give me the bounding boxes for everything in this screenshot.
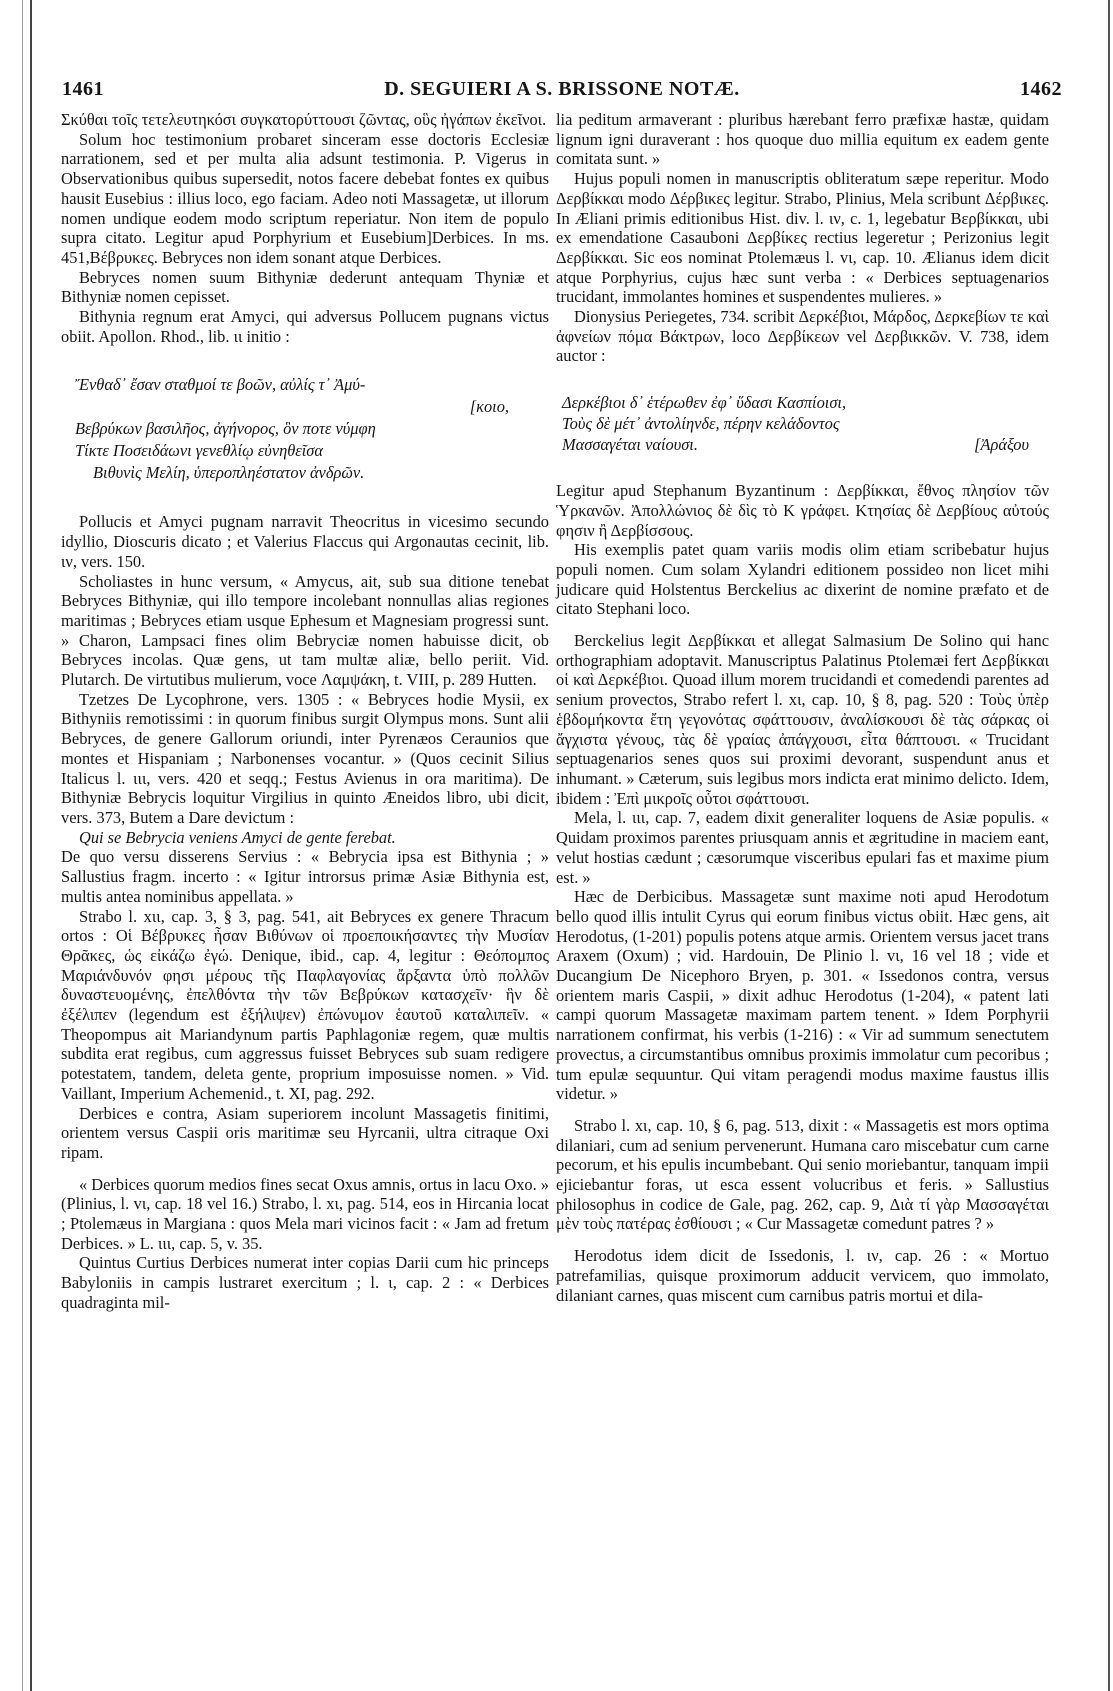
paragraph: His exemplis patet quam variis modis olim etiam scribebatur hujus populi nomen. Cum solam Xylandri editionem possideo non licet mihi judicare quid Holstentus Berckelius ac dixerint de nomine præfato et de citato Stephani loco. xyxy=(556,540,1049,619)
paragraph: « Derbices quorum medios fines secat Oxus amnis, ortus in lacu Oxo. » (Plinius, l. vι, cap. 18 vel 16.) Strabo, l. xι, pag. 514, eos in Hircania locat ; Ptolemæus in Margiana : quos Mela mari vicinos facit : « Jam ad fretum Derbices. » L. ιιι, cap. 5, v. 35. xyxy=(61,1174,549,1253)
page-number-right: 1462 xyxy=(1020,78,1062,100)
quoted-verse: Qui se Bebrycia veniens Amyci de gente ferebat. xyxy=(79,827,396,847)
paragraph: Solum hoc testimonium probaret sinceram esse doctoris Ecclesiæ narrationem, sed et per multa alia adsunt testimonia. P. Vigerus in Observationibus quibus supersedit, notos facere debebat fontes ex quibus hausit Eusebius : illius loco, ego faciam. Adeo noti Massagetæ, ut illorum nomen undique eodem modo scriptum reperiatur. Non item de populo supra citato. Legitur apud Porphyrium et Eusebium]Derbices. In ms. 451,Βέβρυκες. Bebryces non idem sonant atque Derbices. xyxy=(61,129,549,267)
verse-line: Τοὺς δὲ μέτ᾽ ἀντολίηνδε, πέρην κελάδοντος xyxy=(562,414,840,434)
verse-line: Βεβρύκων βασιλῆος, ἀγήνορος, ὃν ποτε νύμφη xyxy=(75,419,376,439)
page-edge-shadow xyxy=(22,0,23,1691)
paragraph: Berckelius legit Δερβίκκαι et allegat Salmasium De Solino qui hanc orthographiam adoptavit. Manuscriptus Palatinus Ptolemæi fert Δερβίκκαι οἱ καὶ Δερκέβιοι. Quoad illum morem trucidandi et comedendi parentes ad senium provectos, Strabo refert l. xι, cap. 10, § 8, pag. 520 : Τοὺς ὑπὲρ ἑβδομήκοντα ἔτη γεγονότας σφάττουσιν, ἀναλίσκουσι δὲ τὰς σάρκας οἱ ἄγχιστα γένους, τὰς δὲ γραίας ἀπάγχουσι, εἶτα θάπτουσι. « Trucidant septuagenarios senes quos sui proximi devorant, suspendunt anus et inhumant. » Cæterum, suis legibus mors indicta erat minimo delicto. Idem, ibidem : Ἐπὶ μικροῖς οὗτοι σφάττουσι. xyxy=(556,631,1049,808)
left-column xyxy=(61,110,549,1313)
paragraph: Σκύθαι τοῖς τετελευτηκόσι συγκατορύττουσι ζῶντας, οὓς ἠγάπων ἐκεῖνοι. xyxy=(61,110,547,129)
paragraph: Derbices e contra, Asiam superiorem incolunt Massagetis finitimi, orientem versus Caspii oris maritimæ seu Hyrcanii, ultra citraque Oxi ripam. xyxy=(61,1103,549,1162)
paragraph: Legitur apud Stephanum Byzantinum : Δερβίκκαι, ἔθνος πλησίον τῶν Ὑρκανῶν. Ἀπολλώνιος δὲ δὶς τὸ Κ γράφει. Κτησίας δὲ Δερβίους αὐτούς φησιν ἢ Δερβίσσους. xyxy=(556,481,1049,540)
verse-line: Τίκτε Ποσειδάωνι γενεθλίῳ εὐνηθεῖσα xyxy=(75,441,323,461)
verse-text: Μασσαγέται ναίουσι. xyxy=(562,435,698,455)
paragraph: Scholiastes in hunc versum, « Amycus, ait, sub sua ditione tenebat Bebryces Bithyniæ, qui illo tempore incolebant nonnullas alias regiones maritimas ; Bebryces etiam usque Ephesum et Magnesiam progressi sunt. » Charon, Lampsaci fines olim Bebryciæ nomen habuisse dicit, ob Bebryces incolas. Quæ gens, ut tam multæ aliæ, bello periit. Vid. Plutarch. De virtutibus mulierum, voce Λαμψάκη, t. VIII, p. 289 Hutten. xyxy=(61,571,549,690)
paragraph: Strabo l. xι, cap. 10, § 6, pag. 513, dixit : « Massagetis est mors optima dilaniari, cum ad senium pervenerunt. Humana caro miscebatur cum carne pecorum, et his epulis incumbebant. Qui senio moriebantur, tanquam impii ejiciebantur foras, ut esca essent volucribus et feris. » Sallustius philosophus in codice de Gale, pag. 262, cap. 9, Διὰ τί γὰρ Μασσαγέται μὲν τοὺς πατέρας ἐσθίουσι ; « Cur Massagetæ comedunt patres ? » xyxy=(556,1115,1049,1234)
paragraph: Strabo l. xιι, cap. 3, § 3, pag. 541, ait Bebryces ex genere Thracum ortos : Οἱ Βέβρυκες ἦσαν Βιθύνων οἱ προεποικήσαντες τὴν Μυσίαν Θρᾶκες, ὡς εἰκάζω ἐγώ. Denique, ibid., cap. 4, legitur : Θεόπομπος Μαριάνδυνόν φησι μέρους τῆς Παφλαγονίας ἄρξαντα ὑπὸ πολλῶν δυναστευομένης, ἐπελθόντα τὴν τῶν Βεβρύκων κατασχεῖν· ἣν δὲ ἐξέλιπεν (legendum est ἐξήλιψεν) ἐπώνυμον ἑαυτοῦ καταλιπεῖν. « Theopompus ait Mariandynum partis Paphlagoniæ regem, quæ multis subdita erat regibus, cum aggressus fuisset Bebryces sub suam redigere potestatem, tandem, deleta gente, proprium imposuisse nomen. » Vid. Vaillant, Imperium Achemenid., t. XI, pag. 292. xyxy=(61,906,549,1103)
verse-line: Ἔνθαδ᾽ ἔσαν σταθμοί τε βοῶν, αὐλίς τ᾽ Ἀμύ- xyxy=(75,375,366,395)
paragraph: De quo versu disserens Servius : « Bebrycia ipsa est Bithynia ; » Sallustius fragm. incerto : « Igitur introrsus primæ Asiæ Bithynia est, multis antea nominibus appellata. » xyxy=(61,847,549,906)
greek-verse-block xyxy=(562,392,1049,455)
paragraph: Bebryces nomen suum Bithyniæ dederunt antequam Thyniæ et Bithyniæ nomen cepisset. xyxy=(61,267,549,307)
page-edge-right xyxy=(1108,0,1110,1691)
verse-line: Δερκέβιοι δ᾽ ἑτέρωθεν ἐφ᾽ ὕδασι Κασπίοισι, xyxy=(562,393,847,413)
paragraph: Dionysius Periegetes, 734. scribit Δερκέβιοι, Μάρδος, Δερκεβίων τε καὶ ἀφνείων πόμα Βάκτρων, loco Δερβίκεων vel Δερβικκῶν. V. 738, idem auctor : xyxy=(556,307,1049,366)
verse-line xyxy=(562,434,1049,455)
paragraph: Bithynia regnum erat Amyci, qui adversus Pollucem pugnans victus obiit. Apollon. Rhod., lib. ιι initio : xyxy=(61,307,549,346)
right-column xyxy=(556,110,1049,1305)
page-edge-left xyxy=(30,0,32,1691)
verse-line: Βιθυνὶς Μελίη, ὑπεροπληέστατον ἀνδρῶν. xyxy=(93,463,365,483)
paragraph: Hujus populi nomen in manuscriptis obliteratum sæpe reperitur. Modo Δερβίκκαι modo Δέρβικες legitur. Strabo, Plinius, Mela scribunt Δέρβικες. In Æliani primis editionibus Hist. div. l. ιν, c. 1, legebatur Βερβίκκαι, ubi ex emendatione Casauboni Δερβίκες rectius legeretur ; Perizonius legit Δερβίκκαι. Sic eos nominat Ptolemæus l. vι, cap. 10. Ælianus idem dicit atque Porphyrius, cujus hæc sunt verba : « Derbices septuagenarios trucidant, immolantes homines et suspendentes mulieres. » xyxy=(556,169,1049,307)
running-title: D. SEGUIERI A S. BRISSONE NOTÆ. xyxy=(384,78,740,100)
paragraph: Quintus Curtius Derbices numerat inter copias Darii cum hic princeps Babyloniis in campis lustraret exercitum ; l. ι, cap. 2 : « Derbices quadraginta mil- xyxy=(61,1253,549,1312)
paragraph: Mela, l. ιιι, cap. 7, eadem dixit generaliter loquens de Asiæ populis. « Quidam proximos parentes priusquam annis et ægritudine in maciem eant, velut hostias cædunt ; cæsorumque visceribus epulari fas et maxime pium est. » xyxy=(556,808,1049,887)
paragraph: Tzetzes De Lycophrone, vers. 1305 : « Bebryces hodie Mysii, ex Bithyniis remotissimi : in quorum finibus surgit Olympus mons. Sunt alii Bebryces, de genere Gallorum oriundi, inter Pyrenæos Ceraunios que montes et Hispaniam ; Narbonenses vocantur. » (Quos cecinit Silius Italicus l. ιιι, vers. 420 et seqq.; Festus Avienus in ora maritima). De Bithyniæ Bebrycis loquitur Virgilius in quinto Æneidos libro, ubi dicit, vers. 373, Butem a Dare devictum : xyxy=(61,689,549,827)
paragraph: Pollucis et Amyci pugnam narravit Theocritus in vicesimo secundo idyllio, Dioscuris dicato ; et Valerius Flaccus qui Argonautas cecinit, lib. ιν, vers. 150. xyxy=(61,512,549,571)
paragraph: lia peditum armaverant : pluribus hærebant ferro præfixæ hastæ, quidam lignum igni duraverant : hos quoque duo millia equitum ex eadem gente comitata sunt. » xyxy=(556,110,1049,169)
verse-line-continuation: [Ἀράξου xyxy=(974,435,1029,455)
verse-line-continuation: [κοιο, xyxy=(469,397,509,417)
greek-verse-block xyxy=(75,374,549,484)
running-header xyxy=(62,78,1062,108)
page-number-left: 1461 xyxy=(62,78,104,100)
paragraph: Hæc de Derbicibus. Massagetæ sunt maxime noti apud Herodotum bello quod illis intulit Cyrus qui eorum finibus victus obiit. Hæc gens, ait Herodotus, (1-201) populis potens atque armis. Orientem versus jacet trans Araxem (Oxum) ; vid. Hardouin, De Plinio l. vι, 16 vel 18 ; vide et Ducangium De Nicephoro Bryen, p. 301. « Issedonos contra, versus orientem maris Caspii, » dixit adhuc Herodotus (1-204), « patent lati campi quorum Massagetæ maximam partem tenent. » Idem Porphyrii narrationem confirmat, his verbis (1-216) : « Vir ad summum senectutem provectus, a circumstantibus omnibus proximis immolatur cum pecoribus ; tum epulæ sequuntur. Qui vitam peragendi modus maxime faustus illis videtur. » xyxy=(556,887,1049,1104)
paragraph: Herodotus idem dicit de Issedonis, l. ιν, cap. 26 : « Mortuo patrefamilias, quisque proximorum adducit vervicem, quo immolato, dilaniant carnes, quas miscent cum carnibus patris mortui et dila- xyxy=(556,1246,1049,1305)
